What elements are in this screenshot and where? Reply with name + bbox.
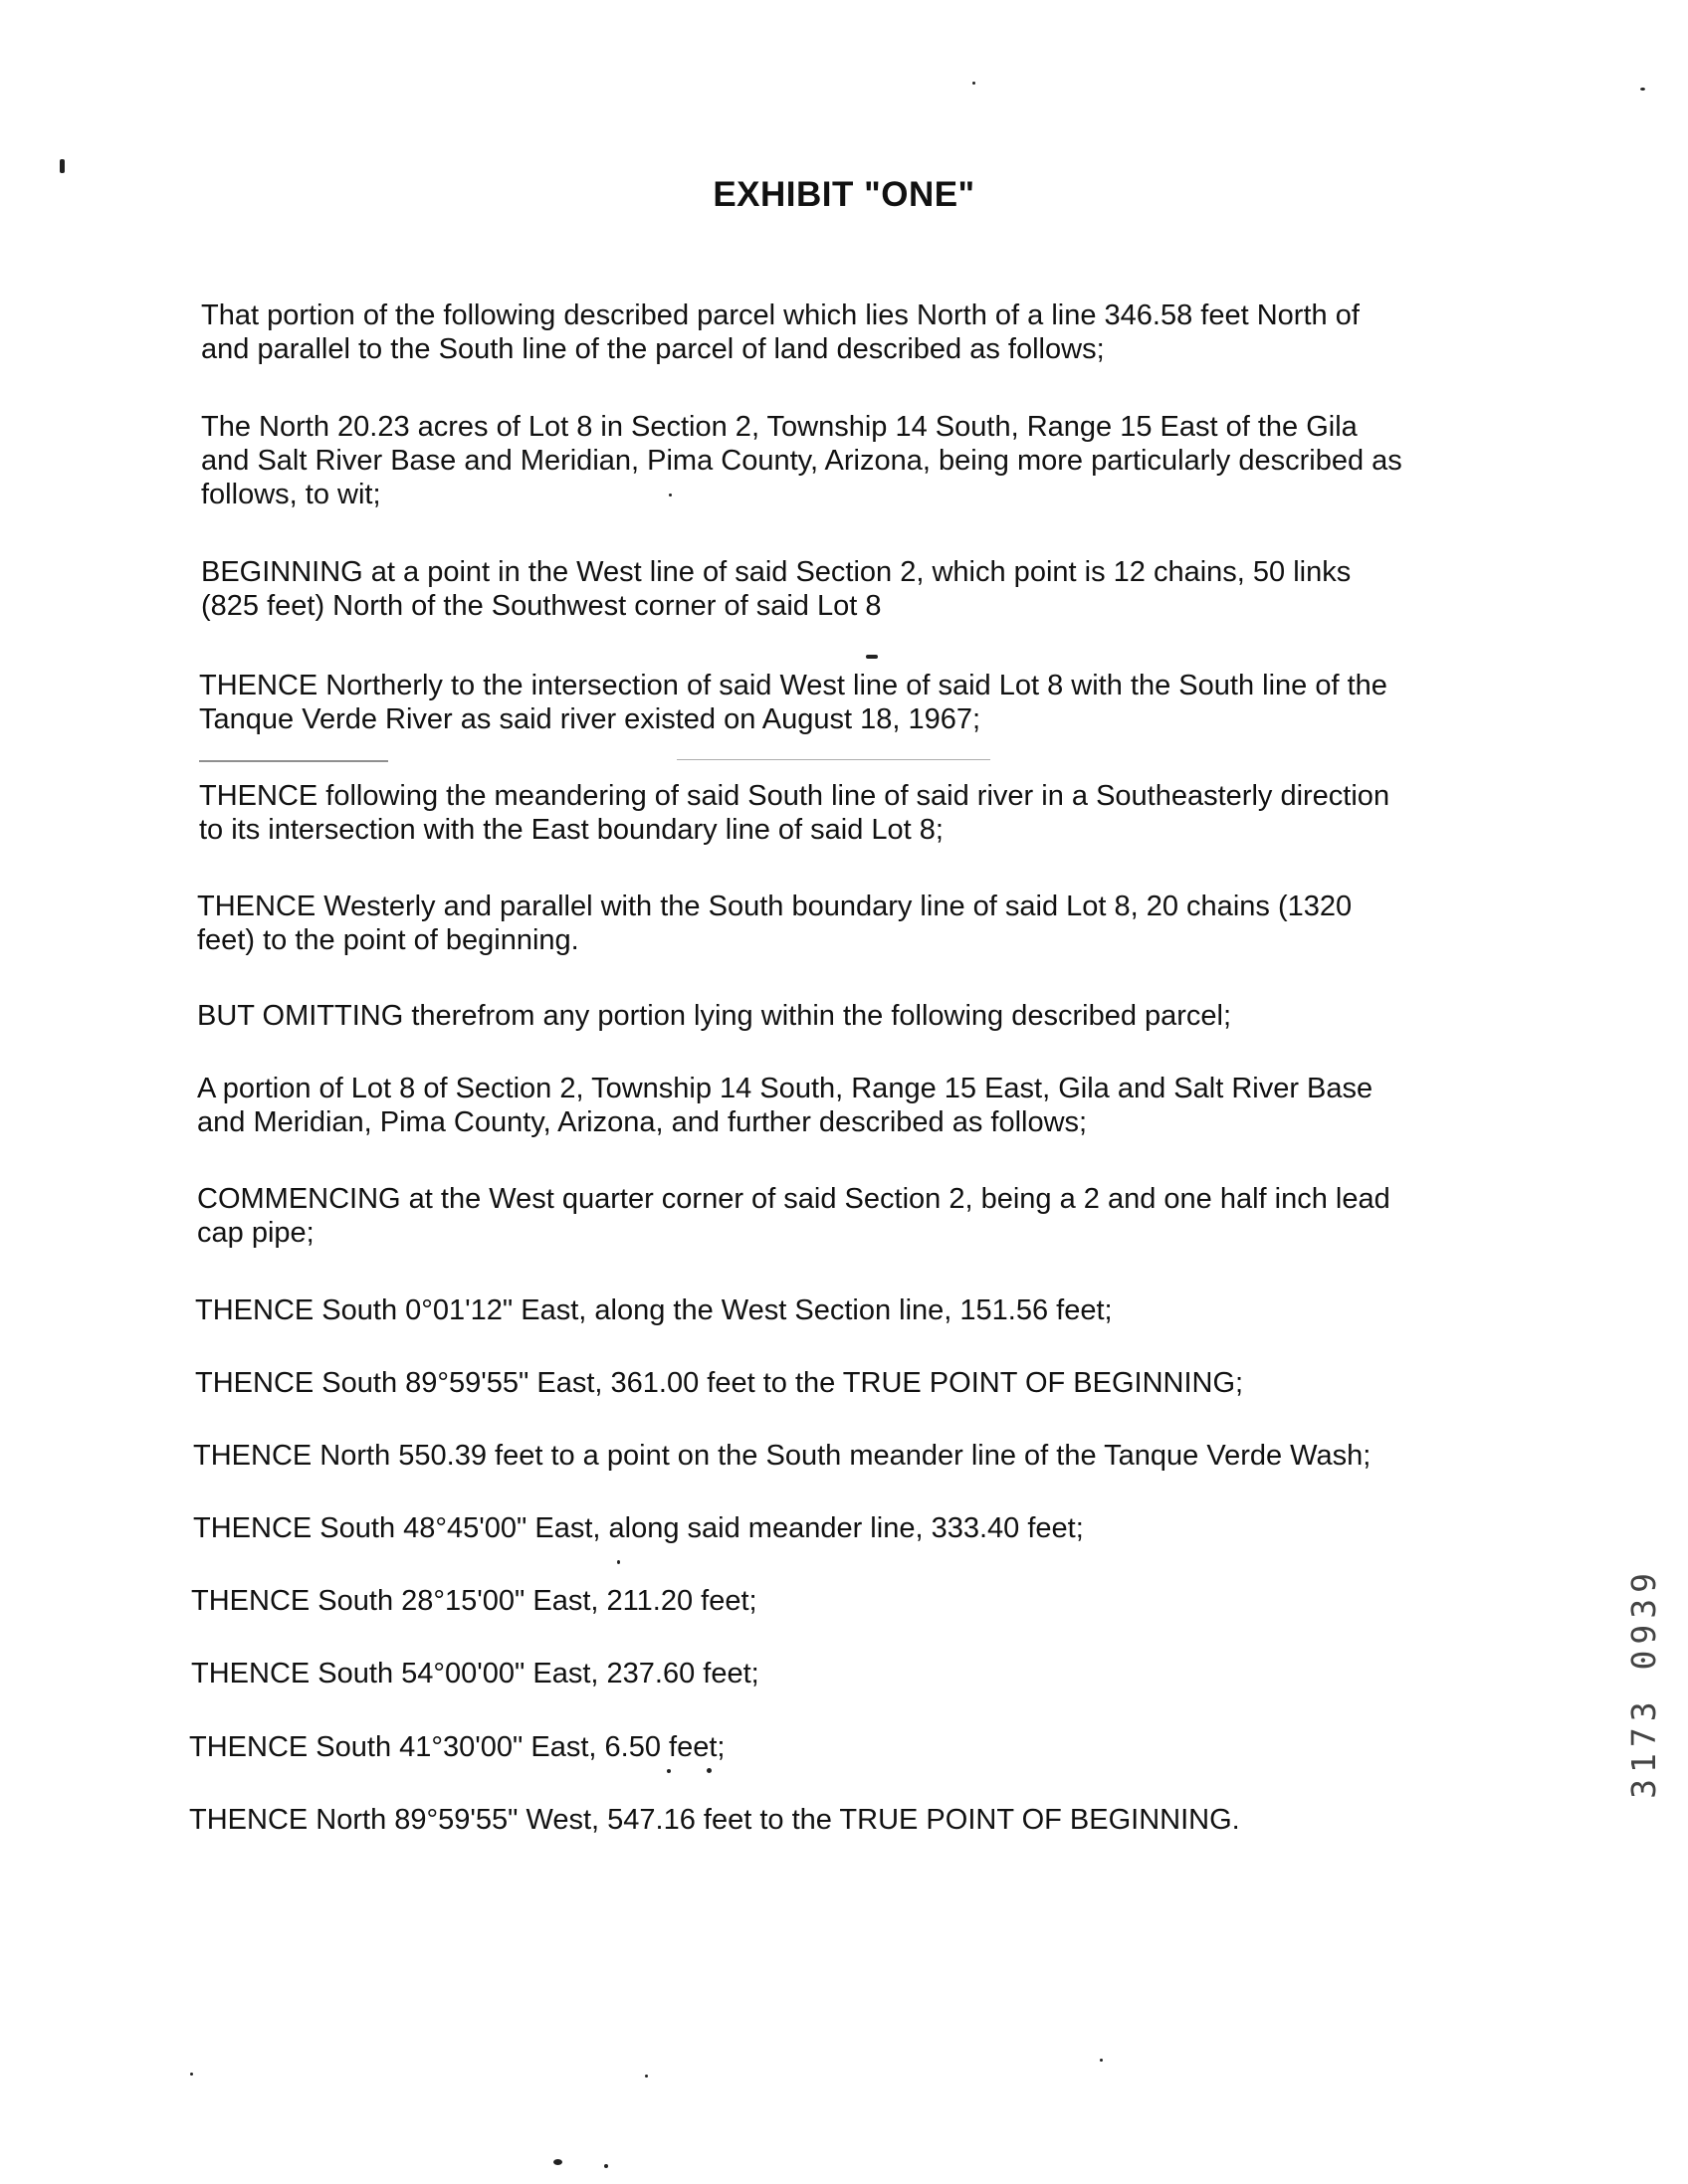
paragraph-7 <box>197 999 1231 1033</box>
paragraph-line: The North 20.23 acres of Lot 8 in Section 2, Township 14 South, Range 15 East of the Gila <box>201 411 1358 443</box>
paragraph-1 <box>201 298 1360 366</box>
paragraph-line: THENCE Westerly and parallel with the South boundary line of said Lot 8, 20 chains (1320 <box>197 891 1353 922</box>
course-line-5 <box>191 1584 757 1618</box>
paragraph-line: THENCE South 28°15'00" East, 211.20 feet; <box>191 1585 757 1617</box>
paragraph-8 <box>197 1072 1372 1139</box>
paragraph-line: feet) to the point of beginning. <box>197 924 579 956</box>
paragraph-line: That portion of the following described parcel which lies North of a line 346.58 feet North of <box>201 299 1360 331</box>
scan-artifact-line <box>199 760 388 762</box>
scan-speck <box>617 1560 620 1564</box>
paragraph-line: BEGINNING at a point in the West line of said Section 2, which point is 12 chains, 50 links <box>201 556 1352 588</box>
paragraph-6 <box>197 890 1352 957</box>
paragraph-line: THENCE South 89°59'55" East, 361.00 feet to the TRUE POINT OF BEGINNING; <box>195 1367 1244 1399</box>
scan-speck <box>669 494 672 496</box>
paragraph-line: to its intersection with the East boundary line of said Lot 8; <box>199 814 944 846</box>
paragraph-line: Tanque Verde River as said river existed on August 18, 1967; <box>199 703 981 735</box>
course-line-8 <box>189 1803 1240 1837</box>
paragraph-line: BUT OMITTING therefrom any portion lying within the following described parcel; <box>197 1000 1232 1032</box>
paragraph-line: THENCE South 54°00'00" East, 237.60 feet; <box>191 1658 759 1689</box>
paragraph-line: THENCE North 550.39 feet to a point on the South meander line of the Tanque Verde Wash; <box>193 1440 1372 1472</box>
scan-speck <box>60 159 65 173</box>
course-line-3 <box>193 1439 1371 1473</box>
scan-artifact-line <box>677 759 990 760</box>
paragraph-4 <box>199 669 1387 736</box>
paragraph-9 <box>197 1182 1390 1250</box>
paragraph-line: THENCE Northerly to the intersection of said West line of said Lot 8 with the South line of the <box>199 670 1387 701</box>
scan-speck <box>1640 88 1645 91</box>
margin-stamp <box>1624 1567 1664 1910</box>
course-line-4 <box>193 1511 1084 1545</box>
paragraph-3 <box>201 555 1351 623</box>
paragraph-line: cap pipe; <box>197 1217 315 1249</box>
scan-speck <box>667 1769 671 1773</box>
course-line-2 <box>195 1366 1243 1400</box>
paragraph-line: and Salt River Base and Meridian, Pima County, Arizona, being more particularly described as <box>201 445 1402 477</box>
margin-stamp-text: 3173 0939 <box>1624 1567 1663 1799</box>
paragraph-line: THENCE South 48°45'00" East, along said meander line, 333.40 feet; <box>193 1512 1084 1544</box>
scan-speck <box>707 1768 712 1773</box>
paragraph-line: and parallel to the South line of the parcel of land described as follows; <box>201 333 1105 365</box>
scan-speck <box>190 2073 193 2076</box>
paragraph-line: THENCE South 0°01'12" East, along the West Section line, 151.56 feet; <box>195 1294 1113 1326</box>
paragraph-2 <box>201 410 1402 511</box>
paragraph-5 <box>199 779 1389 847</box>
course-line-6 <box>191 1657 759 1690</box>
scan-speck <box>645 2075 648 2078</box>
paragraph-line: THENCE North 89°59'55" West, 547.16 feet to the TRUE POINT OF BEGINNING. <box>189 1804 1240 1836</box>
paragraph-line: THENCE following the meandering of said South line of said river in a Southeasterly direction <box>199 780 1390 812</box>
course-line-1 <box>195 1293 1113 1327</box>
paragraph-line: A portion of Lot 8 of Section 2, Township 14 South, Range 15 East, Gila and Salt River Base <box>197 1073 1373 1104</box>
scan-speck <box>866 655 878 659</box>
scan-speck <box>604 2164 608 2168</box>
course-line-7 <box>189 1730 725 1764</box>
scan-speck <box>972 82 975 85</box>
paragraph-line: follows, to wit; <box>201 479 381 510</box>
paragraph-line: COMMENCING at the West quarter corner of said Section 2, being a 2 and one half inch lead <box>197 1183 1390 1215</box>
exhibit-title: EXHIBIT "ONE" <box>713 175 975 214</box>
paragraph-line: and Meridian, Pima County, Arizona, and further described as follows; <box>197 1106 1088 1138</box>
scan-speck <box>553 2159 562 2165</box>
paragraph-line: THENCE South 41°30'00" East, 6.50 feet; <box>189 1731 726 1763</box>
scan-speck <box>1100 2059 1103 2062</box>
paragraph-line: (825 feet) North of the Southwest corner of said Lot 8 <box>201 590 882 622</box>
